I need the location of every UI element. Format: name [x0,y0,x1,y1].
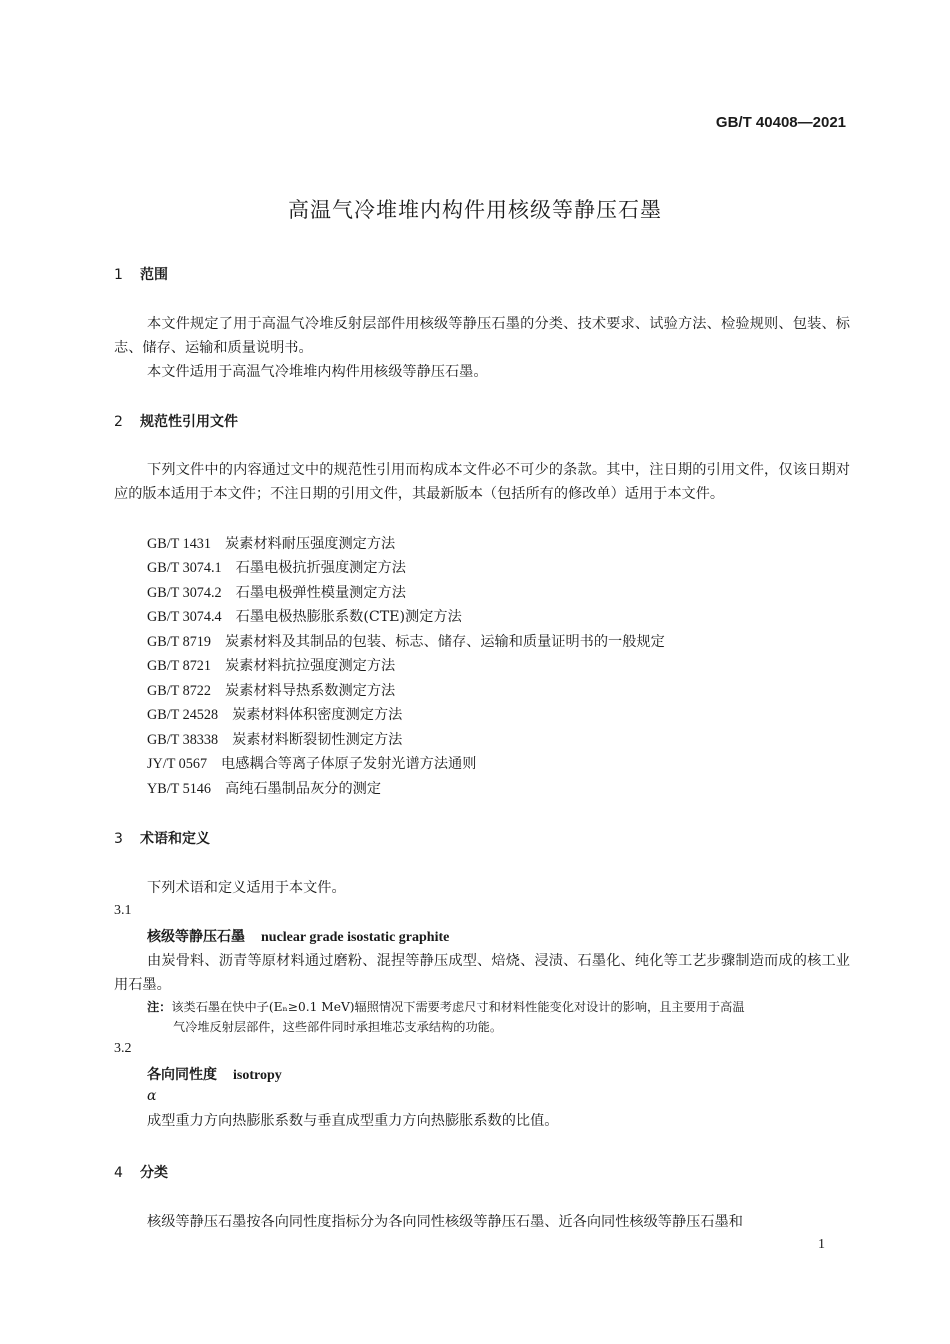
term-note [147,997,850,1037]
reference-title: 炭素材料导热系数测定方法 [224,683,396,699]
reference-item [147,606,462,626]
term-zh: 核级等静压石墨 [147,929,245,945]
reference-code: GB/T 1431 [147,536,211,552]
reference-title: 炭素材料体积密度测定方法 [232,707,403,723]
reference-title: 炭素材料抗拉强度测定方法 [224,658,396,674]
reference-item [147,753,476,773]
term-heading [147,926,449,946]
scope-paragraph-1: 本文件规定了用于高温气冷堆反射层部件用核级等静压石墨的分类、技术要求、试验方法、检验规则、包装、标志、储存、运输和质量说明书。 [114,316,850,356]
section-title: 范围 [140,267,168,283]
term-number: 3.1 [114,903,132,918]
term-en: nuclear grade isostatic graphite [261,930,450,945]
reference-code: JY/T 0567 [147,756,208,772]
reference-title: 炭素材料断裂韧性测定方法 [232,732,403,748]
scope-paragraph-2: 本文件适用于高温气冷堆堆内构件用核级等静压石墨。 [147,364,488,380]
reference-title: 石墨电极弹性模量测定方法 [235,585,406,601]
term-zh: 各向同性度 [147,1067,217,1083]
reference-item [147,778,381,798]
reference-title: 高纯石墨制品灰分的测定 [224,781,382,797]
document-title: 高温气冷堆堆内构件用核级等静压石墨 [288,198,662,222]
reference-code: GB/T 38338 [147,732,219,748]
page-number: 1 [818,1237,825,1252]
term-number: 3.2 [114,1041,132,1056]
section-number: 3 [114,831,123,847]
reference-item [147,729,402,749]
section-1-heading [114,264,168,284]
reference-code: GB/T 3074.4 [147,609,222,625]
references-intro: 下列文件中的内容通过文中的规范性引用而构成本文件必不可少的条款。其中，注日期的引用文件，仅该日期对应的版本适用于本文件；不注日期的引用文件，其最新版本（包括所有的修改单）适用于本文件。 [114,462,850,502]
section-number: 1 [114,267,123,283]
reference-code: GB/T 8722 [147,683,211,699]
reference-item [147,557,406,577]
reference-title: 炭素材料及其制品的包装、标志、储存、运输和质量证明书的一般规定 [224,634,665,650]
term-symbol: α [147,1088,157,1104]
terms-intro: 下列术语和定义适用于本文件。 [147,880,346,896]
reference-item [147,680,395,700]
reference-code: GB/T 8719 [147,634,211,650]
reference-code: GB/T 24528 [147,707,219,723]
term-en: isotropy [233,1068,282,1083]
section-title: 术语和定义 [140,831,210,847]
reference-code: YB/T 5146 [147,781,211,797]
term-definition: 由炭骨料、沥青等原材料通过磨粉、混捏等静压成型、焙烧、浸渍、石墨化、纯化等工艺步骤制造而成的核工业用石墨。 [114,953,850,993]
reference-item [147,533,395,553]
note-label: 注： [147,1000,172,1014]
reference-code: GB/T 8721 [147,658,211,674]
reference-title: 电感耦合等离子体原子发射光谱方法通则 [221,756,477,772]
reference-title: 炭素材料耐压强度测定方法 [224,536,396,552]
section-number: 4 [114,1165,123,1181]
section-2-heading [114,411,238,431]
section-4-heading [114,1162,168,1182]
note-text-line-1: 该类石墨在快中子(Eₙ≥0.1 MeV)辐照情况下需要考虑尺寸和材料性能变化对设计的影响，且主要用于高温 [171,1000,745,1014]
term-heading [147,1064,282,1084]
section-number: 2 [114,414,123,430]
section-3-heading [114,828,210,848]
reference-item [147,631,665,651]
section-title: 分类 [140,1165,168,1181]
reference-item [147,704,402,724]
note-text-line-2: 气冷堆反射层部件，这些部件同时承担堆芯支承结构的功能。 [173,1020,503,1034]
standard-code: GB/T 40408—2021 [715,114,846,131]
reference-code: GB/T 3074.2 [147,585,222,601]
reference-code: GB/T 3074.1 [147,560,222,576]
section-title: 规范性引用文件 [140,414,238,430]
classification-paragraph: 核级等静压石墨按各向同性度指标分为各向同性核级等静压石墨、近各向同性核级等静压石墨和 [147,1214,743,1230]
reference-item [147,655,395,675]
reference-item [147,582,406,602]
term-definition: 成型重力方向热膨胀系数与垂直成型重力方向热膨胀系数的比值。 [147,1113,559,1129]
reference-title: 石墨电极抗折强度测定方法 [235,560,406,576]
reference-title: 石墨电极热膨胀系数(CTE)测定方法 [235,609,462,625]
